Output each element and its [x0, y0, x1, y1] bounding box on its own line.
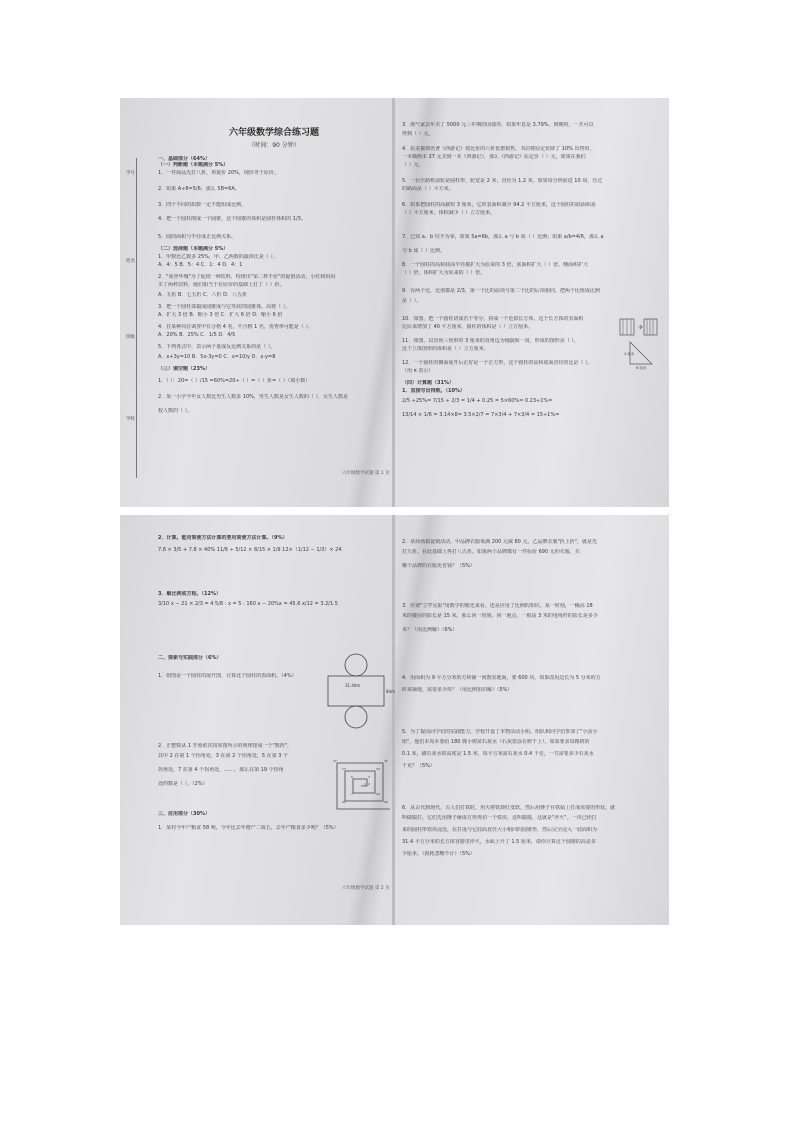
exam-text-line: 砖来铺地，需要多少块？（用比例知识解）（5%） — [402, 687, 513, 693]
exam-text-line: 12．一个圆柱的侧面展开后正好是一个正方形，这个圆柱的高和底面直径的比是（ ）。 — [402, 360, 593, 366]
exam-text-line: 2．正整数从 1 开始依次按如图所示的规律排成一个"数阵"， — [158, 743, 293, 749]
exam-text-line: 3．应诸"立竿见影"用数学的眼光来看，还是应用了比例的知识。某一时刻，一幢高 18 — [402, 603, 593, 609]
exam-text-line: 比原来增加了 40 平方厘米，圆柱的体积是（ ）立方厘米。 — [402, 324, 534, 330]
cylinder-height-label: 8dm — [386, 689, 395, 694]
exam-text-line: 二、探索与实践部分（6%） — [158, 655, 222, 661]
binding-margin — [124, 98, 144, 507]
exam-text-line: 1．（ ）：20=（ ）/15 =60%=20÷（ ）=（ ）折=（ ）（填小数） — [158, 378, 311, 384]
exam-text-line: 1．甲数比乙数多 25%，甲、乙两数的最简比是（ ）。 — [158, 254, 278, 260]
exam-text-line: 组"，他们本周本要给 180 棵小树苗石灰水（石灰浆涂在树干上）。如果要求每棵树的 — [402, 739, 590, 745]
exam-text-line: 校人数的（ ）。 — [158, 408, 193, 414]
exam-text-line: 拐角处，7 在第 4 个拐角处，……，那么在第 19 个拐角 — [158, 767, 284, 773]
exam-text-line: 31.4 平方分米的长方体容器里淬火，水面上升了 1.5 厘米，请你计算这个圆锥的高是多 — [402, 839, 596, 845]
binding-label-name: 姓名 — [126, 259, 135, 264]
svg-text:7: 7 — [351, 792, 353, 796]
exam-text-line: 1．一件商品先打八折，再提价 20%，现价等于原价。 — [158, 170, 279, 176]
page-1-right-column — [402, 98, 662, 507]
svg-text:37: 37 — [333, 759, 337, 763]
exam-text-line: （ ）平方厘米，体积减少（ ）立方厘米。 — [402, 210, 496, 216]
exam-text-line: （ ）元。 — [402, 162, 424, 168]
exam-text-line: 2．如果 A÷8=5/6，那么 5B=6A。 — [158, 186, 240, 192]
svg-text:26: 26 — [384, 800, 388, 804]
page-2-right-column — [402, 515, 662, 925]
exam-text-line: 与 b 成（ ）比例。 — [402, 248, 445, 254]
exam-text-line: （二）选择题（本题满分 5%） — [158, 246, 229, 252]
exam-text-line: 5．下列各式中，表示两个量成反比例关系的是（ ）。 — [158, 344, 276, 350]
exam-text-line: 4．在某种岗位调查中有合格 4 名，不合格 1 名，优秀率可能是（ ）。 — [158, 324, 313, 330]
svg-text:5: 5 — [351, 775, 353, 779]
exam-text-line: 13/14 × 1/6 = 3.14×8= 3.5×2/7 = 7×3/4 + 7×3/4 = 15÷1%= — [402, 412, 560, 418]
exam-text-line: 4．抗美援朝名著《西游记》按比价的六折优惠销售，书店将原定价降了 10% 出售时， — [402, 146, 595, 152]
svg-text:21: 21 — [342, 800, 346, 804]
exam-text-line: 叫做锻打。它们先用锤子砸成方形再切一个铁块，这叫锻接，这就是"淬火"。一块已经打 — [402, 815, 597, 821]
exam-text-line: 的路面是（ ）平方米。 — [402, 186, 454, 192]
svg-text:3: 3 — [368, 775, 370, 779]
binding-label-school: 学校 — [126, 417, 135, 422]
exam-text-line: 三、应用部分（30%） — [158, 811, 210, 817]
exam-text-line: 1．直接写出得数。（10%） — [402, 388, 465, 394]
exam-text-line: A．x+3y=10 B．5x-3y=0 C．x=10/y D．x-y=8 — [158, 354, 276, 360]
exam-text-line: 11．如图，以直角三角形的 3 厘米的直角边为轴旋转一周，形成的图形是（ ）， — [402, 338, 579, 344]
exam-text-line: 3．把一个圆柱体锻成圆锥成与它等底的圆锥体，高将（ ）。 — [158, 304, 291, 310]
exam-text-line: 米？（用比例解）（6%） — [402, 627, 458, 633]
exam-text-line: 3．四个不同的质数一定不能组成比例。 — [158, 202, 247, 208]
exam-text-line: （一）判断题（本题满分 5%） — [158, 162, 229, 168]
exam-text-line: 少厘米。（损耗忽略不计）（5%） — [402, 851, 475, 857]
exam-text-line: 来的圆柱形铁块浸没，在打成与它底面直径大小相同的圆锥形，然后完全浸入一底面积为 — [402, 827, 598, 833]
exam-text-line: 3．解比例或方程。（12%） — [158, 591, 221, 597]
exam-text-line: 3．淘气家去年买了 5000 元三年期的国债券，如果年息是 3.79%，到期时，一共可以 — [402, 122, 594, 128]
exam-text-line: 10．如图，把一个圆柱切成若干等分，拼成一个近似长方体，这个长方体的表面积 — [402, 316, 584, 322]
exam-text-line: 1．某村今年产粮食 58 吨，今年比去年增产二成五，去年产粮食多少吨？（5%） — [158, 825, 339, 831]
exam-subtitle: （时间：90 分钟） — [248, 142, 300, 149]
exam-text-line: 5．圆的面积与半径成正比例关系。 — [158, 234, 237, 240]
svg-text:1: 1 — [364, 782, 366, 786]
exam-text-line: 6．如果把圆柱的高截短 3 厘米，它的表面积减少 94.2 平方厘米，这个圆柱的底面积是 — [402, 202, 596, 208]
exam-text-line: 1．如图是一个圆柱的展开图，计算这个圆柱的表面积。（4%） — [158, 673, 297, 679]
svg-text:17: 17 — [342, 767, 346, 771]
exam-text-line: （四）计算题（31%） — [402, 380, 454, 386]
exam-text-line: 哪个品牌的衣服更省钱？（5%） — [402, 563, 475, 569]
page-1-footer: 六年级数学试题 第 1 页 — [342, 471, 390, 476]
exam-text-line: 其中 2 在第 1 个拐角处，3 在第 2 个拐角处，5 在第 3 个 — [158, 753, 288, 759]
cylinder-length-label: 31.4dm — [345, 683, 361, 688]
svg-text:31: 31 — [384, 759, 388, 763]
exam-text-line: 一本插画本 27 元买到一本《西游记》，那么《西游记》原定价（ ）元，如果在我们 — [402, 154, 586, 160]
exam-text-line: 是（ ）。 — [402, 298, 422, 304]
exam-text-line: 6．从古代到现代，古人们打铁时，用火将铁烧红变软，然后用锤子在铁砧上打成需要的形状，就 — [402, 805, 616, 811]
exam-text-line: 2．"重誉华城"为了促销一种饮料，特推出"第二杯半价"的促销活动，小红和妈妈 — [158, 274, 336, 280]
exam-page-1-photo — [120, 98, 669, 507]
exam-text-line: 0.1 米，刷石灰水的高度是 1.5 米，每平方米需石灰水 0.4 千克，一共需要多少石灰水 — [402, 751, 594, 757]
page-2-left-column — [158, 515, 395, 925]
cylinder-net-figure — [308, 653, 408, 739]
triangle-height-label: 4 厘米 — [624, 352, 635, 356]
exam-text-line: 一、基础部分（64%） — [158, 156, 210, 162]
binding-label-student-id: 学号 — [126, 171, 135, 176]
exam-text-line: 3/10 x − 21 × 2/3 = 4 5/8 : x = 5 : 160 x − 20%x = 45.6 x/12 = 3.2/1.5 — [158, 601, 338, 607]
exam-text-line: 4．用面积为 9 平方分米的方砖铺一间教室地面，要 600 块。如果改用边长为 5 分米的方 — [402, 675, 601, 681]
exam-text-line: 5．为了提高同学们的实践能力，学校开设了本物活动小组。组队和同学们参加了"小活小 — [402, 729, 598, 735]
exam-text-line: 7.8 × 3/5 + 7.8 × 40% 11/6 ÷ 5/12 × 8/15 × 1/9 12×（1/12 − 1/3）× 24 — [158, 547, 342, 553]
exam-text-line: 2．某商场搞促销活动，甲品牌衣服每满 200 元减 80 元，乙品牌衣服"折上折"，就是先 — [402, 539, 598, 545]
exam-title: 六年级数学综合练习题 — [228, 128, 319, 138]
svg-text:2: 2 — [368, 782, 370, 786]
triangle-base-label: 6 厘米 — [636, 366, 647, 370]
exam-text-line: 买了两杯饮料，她们相当于在原价的基础上打了（ ）折。 — [158, 282, 285, 288]
exam-text-line: A．4：5 B．5：4 C．1：4 D．4：1 — [158, 262, 243, 268]
exam-text-line: 2/5 ÷25%= 7/15 ÷ 2/3 = 1/4 + 0.25 = 5×60%= 0.23÷1%= — [402, 398, 553, 404]
binding-line — [136, 158, 137, 478]
exam-text-line: 2．计算。能用简便方法计算的要用简便方法计算。（9%） — [158, 535, 288, 541]
exam-text-line: 处的数是（ ）。（2%） — [158, 781, 208, 787]
exam-text-line: 8．一个圆柱的高和底面半径都扩大为原来的 3 倍，底面积扩大（ ）倍，侧面积扩大 — [402, 262, 589, 268]
svg-text:10: 10 — [376, 792, 380, 796]
exam-text-line: A．五折 B．七五折 C．八折 D．八五折 — [158, 292, 247, 298]
exam-text-line: 打九折，在此基础上再打八五折。如果两个品牌都有一件标价 690 元的衣服，买 — [402, 549, 580, 555]
exam-text-line: 7．已知 a、b 均不为零，如果 5a=6b，那么 a 与 b 成（ ）比例；如果 a/b=4/6，那么 a — [402, 234, 604, 240]
exam-page-2-photo — [120, 515, 669, 925]
page-1-left-column — [158, 98, 390, 507]
exam-text-line: 这个立体图形的体积是（ ）立方厘米。 — [402, 346, 489, 352]
exam-text-line: 4．把一个圆柱削成一个圆锥，这个圆锥的体积是圆柱体积的 1/3。 — [158, 216, 306, 222]
exam-text-line: （三）填空题（23%） — [158, 366, 210, 372]
exam-text-line: （ ）倍，体积扩大为原来的（ ）倍。 — [402, 270, 486, 276]
page-fold — [392, 98, 395, 507]
exam-text-line: A．20% B．25% C．1/5 D．4/5 — [158, 332, 236, 338]
exam-text-line: 2．某一小学今年女人数比男生人数多 10%，男生人数是女生人数的（ ），女生人数是 — [158, 394, 348, 400]
binding-label-class: 班级 — [126, 335, 135, 340]
exam-text-line: 得到（ ）元。 — [402, 131, 434, 137]
svg-text:13: 13 — [376, 767, 380, 771]
page-2-footer: 六年级数学试题 第 2 页 — [342, 886, 390, 891]
exam-text-line: 9．有两个比，比值都是 2/3，第一个比的前项与第二个比的后项相同，把两个比组成比例 — [402, 288, 600, 294]
exam-text-line: （用 π 表示） — [402, 368, 434, 374]
exam-text-line: 5．一台压路机前轮是圆柱形，轮宽是 2 米，直径为 1.2 米。如果每分钟前进 10 周，压过 — [402, 178, 603, 184]
exam-text-line: 千克？（5%） — [402, 763, 435, 769]
exam-text-line: A．扩大 3 倍 B．缩小 3 倍 C．扩大 6 倍 D．缩小 6 倍 — [158, 312, 283, 318]
exam-text-line: 米的楼房的影长是 15 米。那么同一时刻、同一地点，一根高 3 米的电线杆的影长是多少 — [402, 613, 598, 619]
